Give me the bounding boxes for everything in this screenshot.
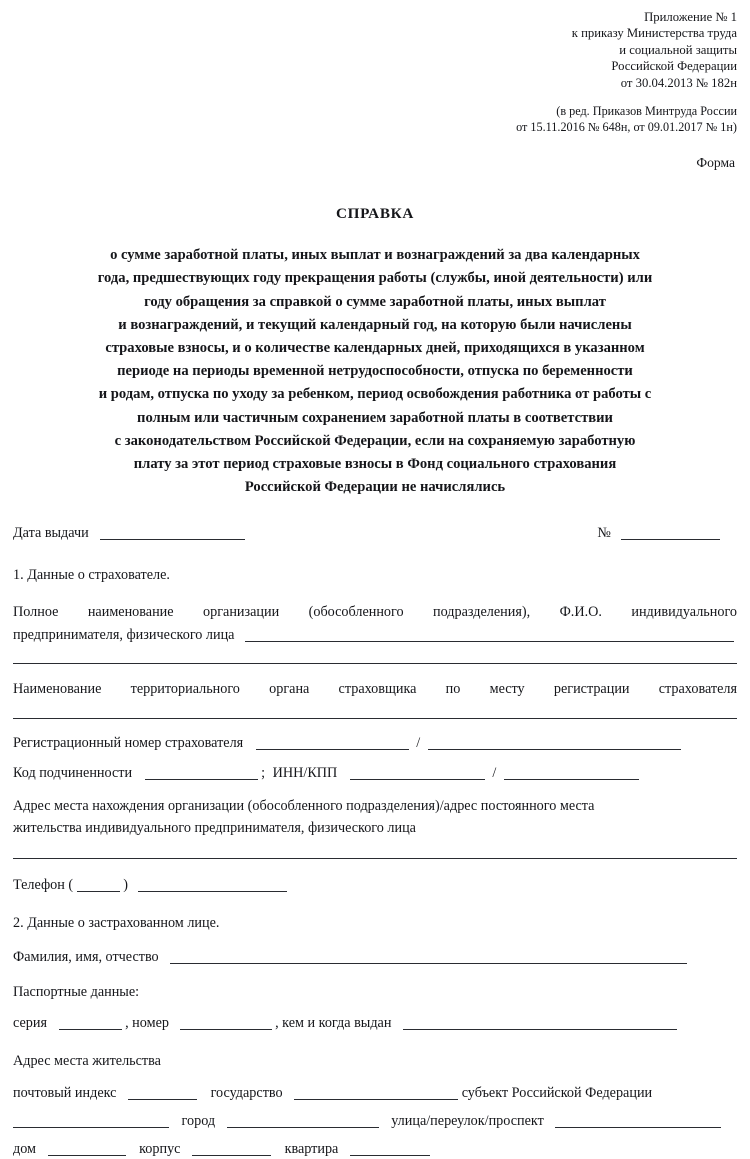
subtitle-line: года, предшествующих году прекращения работы (службы, иной деятельности) или	[97, 270, 653, 287]
header-line-1: Приложение № 1	[644, 10, 737, 24]
building-input[interactable]	[192, 1141, 271, 1156]
city-label: город	[181, 1113, 216, 1130]
inn-kpp-label: ИНН/КПП	[272, 765, 338, 782]
residence-address-heading: Адрес места жительства	[13, 1053, 161, 1070]
header-line-2: к приказу Министерства труда	[571, 26, 737, 41]
street-label: улица/переулок/проспект	[391, 1113, 544, 1130]
issue-date-input[interactable]	[100, 525, 245, 540]
subtitle-line: и родам, отпуска по уходу за ребенком, период освобождения работника от работы с	[98, 386, 652, 403]
subtitle-line: и вознаграждений, и текущий календарный год, на которую были начислены	[118, 316, 632, 333]
org-name-label-line-2: предпринимателя, физического лица	[13, 627, 235, 644]
inn-input[interactable]	[350, 765, 485, 780]
subtitle-line: полным или частичным сохранением заработной платы в соответствии	[137, 409, 613, 426]
subtitle-line: периоде на периоды временной нетрудоспособности, отпуска по беременности	[117, 363, 633, 380]
issue-date-label: Дата выдачи	[13, 525, 89, 542]
passport-issued-by-label: , кем и когда выдан	[275, 1015, 392, 1032]
org-address-label-line-1: Адрес места нахождения организации (обособленного подразделения)/адрес постоянного места	[13, 798, 595, 815]
federal-subject-input[interactable]	[13, 1113, 169, 1128]
passport-series-label: серия	[13, 1015, 47, 1032]
country-label: государство	[210, 1085, 283, 1102]
street-input[interactable]	[555, 1113, 721, 1128]
apartment-label: квартира	[284, 1141, 339, 1158]
form-label: Форма	[696, 155, 735, 171]
subtitle-line: о сумме заработной платы, иных выплат и вознаграждений за два календарных	[110, 247, 640, 264]
subtitle-line: с законодательством Российской Федерации, если на сохраняемую заработную	[114, 432, 636, 449]
phone-label-close: )	[123, 877, 128, 894]
city-input[interactable]	[227, 1113, 379, 1128]
phone-row	[13, 875, 737, 895]
org-address-input[interactable]	[13, 858, 737, 859]
territorial-body-label: Наименование территориального органа страховщика по месту регистрации страхователя	[13, 681, 737, 698]
subtitle-line: страховые взносы, и о количестве календарных дней, приходящихся в указанном	[105, 340, 645, 357]
fio-row	[13, 947, 737, 967]
passport-row	[13, 1013, 737, 1033]
section-1-heading: 1. Данные о страхователе.	[13, 567, 170, 584]
header-line-5: от 30.04.2013 № 182н	[620, 75, 737, 90]
territorial-body-input[interactable]	[13, 718, 737, 719]
org-address-label-line-2: жительства индивидуального предпринимателя, физического лица	[13, 820, 416, 837]
registration-number-label: Регистрационный номер страхователя	[13, 735, 244, 752]
issue-number-input[interactable]	[621, 525, 720, 540]
fio-label: Фамилия, имя, отчество	[13, 949, 159, 966]
phone-area-code-input[interactable]	[77, 877, 120, 892]
apartment-input[interactable]	[350, 1141, 430, 1156]
org-name-input[interactable]	[245, 627, 734, 642]
subordination-input[interactable]	[145, 765, 258, 780]
passport-series-input[interactable]	[59, 1015, 122, 1030]
issue-number-label: №	[597, 525, 611, 542]
registration-number-input[interactable]	[256, 735, 409, 750]
registration-number-suffix-input[interactable]	[428, 735, 681, 750]
residence-row-2	[13, 1111, 737, 1131]
postal-code-input[interactable]	[128, 1085, 197, 1100]
org-name-continuation-rule[interactable]	[13, 663, 737, 664]
fio-input[interactable]	[170, 949, 687, 964]
inn-kpp-slash: /	[492, 765, 497, 782]
residence-row-1	[13, 1083, 737, 1103]
registration-number-row	[13, 733, 737, 753]
building-label: корпус	[139, 1141, 181, 1158]
document-subtitle	[15, 244, 735, 499]
subtitle-line: году обращения за справкой о сумме заработной платы, иных выплат	[144, 293, 606, 310]
header-amendment-block	[13, 104, 737, 135]
registration-slash: /	[416, 735, 421, 752]
kpp-input[interactable]	[504, 765, 639, 780]
amendment-line-1: (в ред. Приказов Минтруда России	[556, 104, 737, 119]
org-name-label-line-1: Полное наименование организации (обособленного подразделения), Ф.И.О. индивидуального	[13, 604, 737, 621]
federal-subject-label: субъект Российской Федерации	[461, 1085, 653, 1102]
passport-issued-by-input[interactable]	[403, 1015, 677, 1030]
passport-data-heading: Паспортные данные:	[13, 984, 140, 1001]
postal-code-label: почтовый индекс	[13, 1085, 117, 1102]
subordination-row	[13, 763, 737, 783]
house-input[interactable]	[48, 1141, 126, 1156]
header-line-3: и социальной защиты	[619, 42, 737, 57]
passport-number-input[interactable]	[180, 1015, 272, 1030]
issue-row	[13, 523, 737, 543]
amendment-line-2: от 15.11.2016 № 648н, от 09.01.2017 № 1н)	[516, 119, 737, 134]
residence-row-3	[13, 1139, 737, 1159]
house-label: дом	[13, 1141, 37, 1158]
phone-label: Телефон (	[13, 877, 74, 894]
section-2-heading: 2. Данные о застрахованном лице.	[13, 915, 220, 932]
subordination-label: Код подчиненности	[13, 765, 133, 782]
org-name-row	[13, 625, 737, 645]
passport-number-label: , номер	[125, 1015, 169, 1032]
subtitle-line: Российской Федерации не начислялись	[244, 479, 506, 496]
subordination-semicolon: ;	[261, 765, 266, 782]
country-input[interactable]	[294, 1085, 458, 1100]
page-title: СПРАВКА	[335, 205, 415, 223]
header-reference-block	[13, 0, 737, 135]
phone-number-input[interactable]	[138, 877, 287, 892]
header-line-4: Российской Федерации	[611, 59, 737, 74]
subtitle-line: плату за этот период страховые взносы в Фонд социального страхования	[133, 456, 617, 473]
